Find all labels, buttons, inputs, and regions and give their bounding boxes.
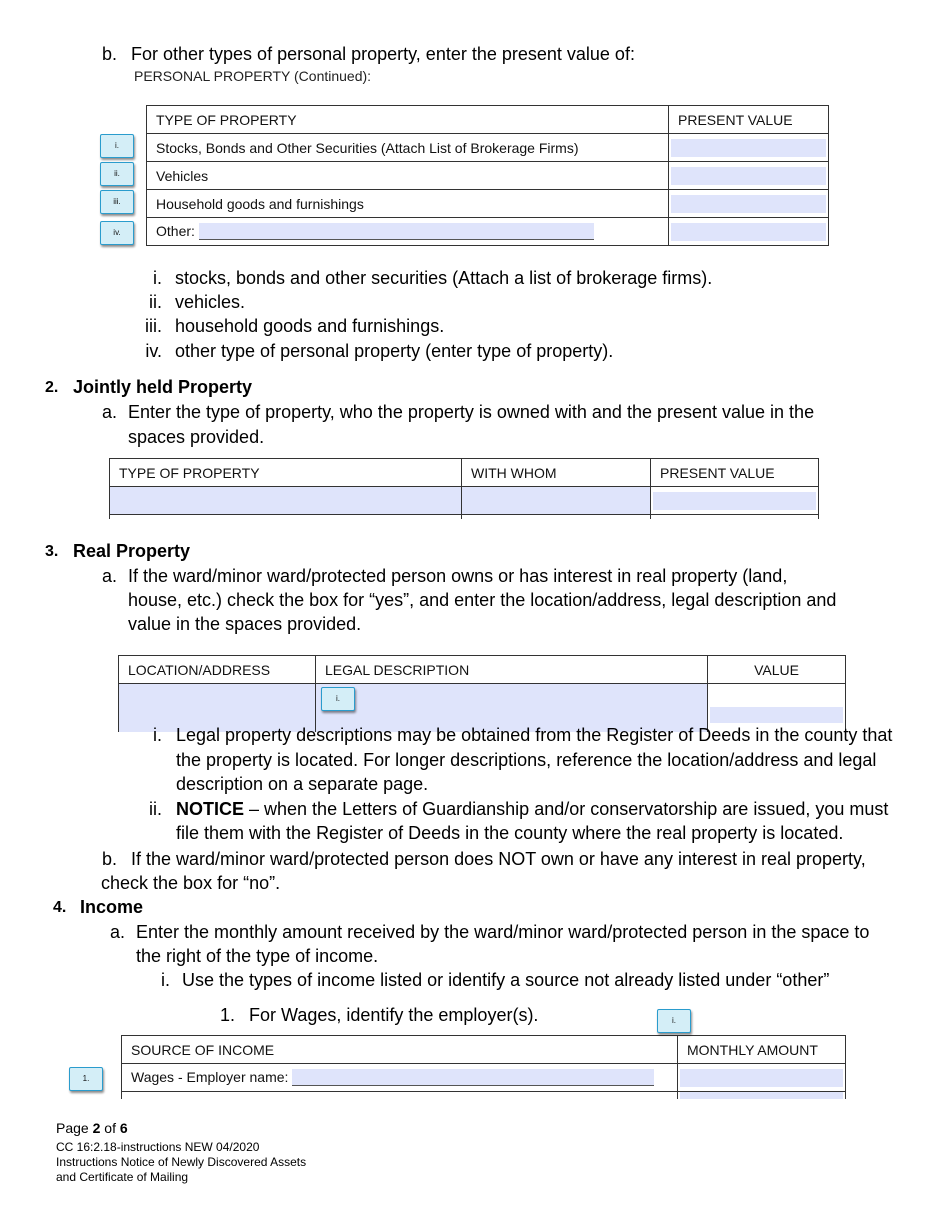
list-item: stocks, bonds and other securities (Attach a list of brokerage firms). [175,268,713,288]
section-3-number: 3. [45,543,59,560]
wages-amount-field[interactable] [680,1069,843,1087]
joint-whom-field[interactable] [462,487,651,515]
employer-name-field[interactable] [292,1069,654,1086]
section-4i-text: Use the types of income listed or identify a source not already listed under “other” [182,970,830,990]
section-4-title: Income [80,897,144,917]
tag-iv[interactable]: iv. [100,221,134,245]
tag-i[interactable]: i. [100,134,134,158]
col-location-address: LOCATION/ADDRESS [119,656,316,684]
list-num: i. [161,970,170,990]
list-num: ii. [149,292,162,312]
section-3b-line1: If the ward/minor ward/protected person does NOT own or have any interest in real property, [131,849,866,869]
section-3ii-line2: file them with the Register of Deeds in the county where the real property is located. [176,823,844,843]
col-legal-description: LEGAL DESCRIPTION [316,656,708,684]
col-with-whom: WITH WHOM [462,459,651,487]
list-num: iii. [145,316,162,336]
col-value: VALUE [708,656,846,684]
list-item: household goods and furnishings. [175,316,445,336]
section-3a-line3: value in the spaces provided. [128,614,362,634]
table-row [147,190,829,218]
other-type-field[interactable] [199,223,594,240]
section-3-title: Real Property [73,541,191,561]
next-amount-field[interactable] [680,1092,843,1099]
tag-legal-i[interactable]: i. [321,687,355,711]
col-monthly-amount: MONTHLY AMOUNT [678,1036,846,1064]
form-title-line1: Instructions Notice of Newly Discovered Assets [56,1155,307,1169]
personal-property-caption: PERSONAL PROPERTY (Continued): [134,68,372,84]
section-2-number: 2. [45,379,59,396]
section-2a-line2: spaces provided. [128,427,265,447]
stocks-value-field[interactable] [671,139,826,157]
form-title-line2: and Certificate of Mailing [56,1170,189,1184]
table-row [147,134,829,162]
row-label-household: Household goods and furnishings [147,190,669,218]
section-4-1-text: For Wages, identify the employer(s). [249,1005,539,1025]
joint-value-field[interactable] [653,492,816,510]
tag-income-i[interactable]: i. [657,1009,691,1033]
section-3i-line2: the property is located. For longer descriptions, reference the location/address and legal [176,750,877,770]
real-property-table [118,655,846,732]
section-4-number: 4. [53,899,67,916]
income-table [121,1035,846,1099]
row-label-stocks: Stocks, Bonds and Other Securities (Attach List of Brokerage Firms) [147,134,669,162]
row-label-other: Other: [156,222,195,239]
table-row [147,162,829,190]
table-row [122,1064,846,1092]
section-3a-line1: If the ward/minor ward/protected person owns or has interest in real property (land, [128,566,788,586]
list-num: ii. [149,799,162,819]
section-3b-line2: check the box for “no”. [101,873,281,893]
tag-wages-1[interactable]: 1. [69,1067,103,1091]
wages-employer-label: Wages - Employer name: [131,1068,289,1085]
col-type-of-property: TYPE OF PROPERTY [110,459,462,487]
list-num: 1. [220,1005,236,1025]
section-2-title: Jointly held Property [73,377,253,397]
section-4a-marker: a. [110,922,126,942]
page-number: Page 2 of 6 [56,1120,128,1136]
personal-property-table [146,105,829,246]
table-row [147,218,829,246]
joint-type-field[interactable] [110,487,462,515]
section-3i-line1: Legal property descriptions may be obtained from the Register of Deeds in the county that [176,725,893,745]
household-value-field[interactable] [671,195,826,213]
section-3b-marker: b. [102,849,118,869]
list-item: other type of personal property (enter type of property). [175,341,614,361]
col-type-of-property: TYPE OF PROPERTY [147,106,669,134]
property-value-field[interactable] [710,707,843,723]
form-id: CC 16:2.18-instructions NEW 04/2020 [56,1140,260,1154]
section-4a-line1: Enter the monthly amount received by the ward/minor ward/protected person in the space to [136,922,870,942]
section-3a-marker: a. [102,566,118,586]
section-1b-text: For other types of personal property, enter the present value of: [131,44,635,64]
vehicles-value-field[interactable] [671,167,826,185]
col-present-value: PRESENT VALUE [669,106,829,134]
section-1b-marker: b. [102,44,118,64]
section-4a-line2: the right of the type of income. [136,946,379,966]
tag-iii[interactable]: iii. [100,190,134,214]
list-item: vehicles. [175,292,246,312]
list-num: i. [153,268,162,288]
jointly-held-table [109,458,819,519]
col-present-value: PRESENT VALUE [651,459,819,487]
section-2a-line1: Enter the type of property, who the property is owned with and the present value in the [128,402,815,422]
tag-ii[interactable]: ii. [100,162,134,186]
notice-label: NOTICE [176,799,245,819]
section-3i-line3: description on a separate page. [176,774,429,794]
section-3a-line2: house, etc.) check the box for “yes”, and enter the location/address, legal description and [128,590,837,610]
row-label-vehicles: Vehicles [147,162,669,190]
list-num: iv. [145,341,162,361]
section-2a-marker: a. [102,402,118,422]
section-3ii-line1: – when the Letters of Guardianship and/or conservatorship are issued, you must [244,799,889,819]
list-num: i. [153,725,162,745]
col-source-of-income: SOURCE OF INCOME [122,1036,678,1064]
other-value-field[interactable] [671,223,826,241]
table-row [110,487,819,515]
